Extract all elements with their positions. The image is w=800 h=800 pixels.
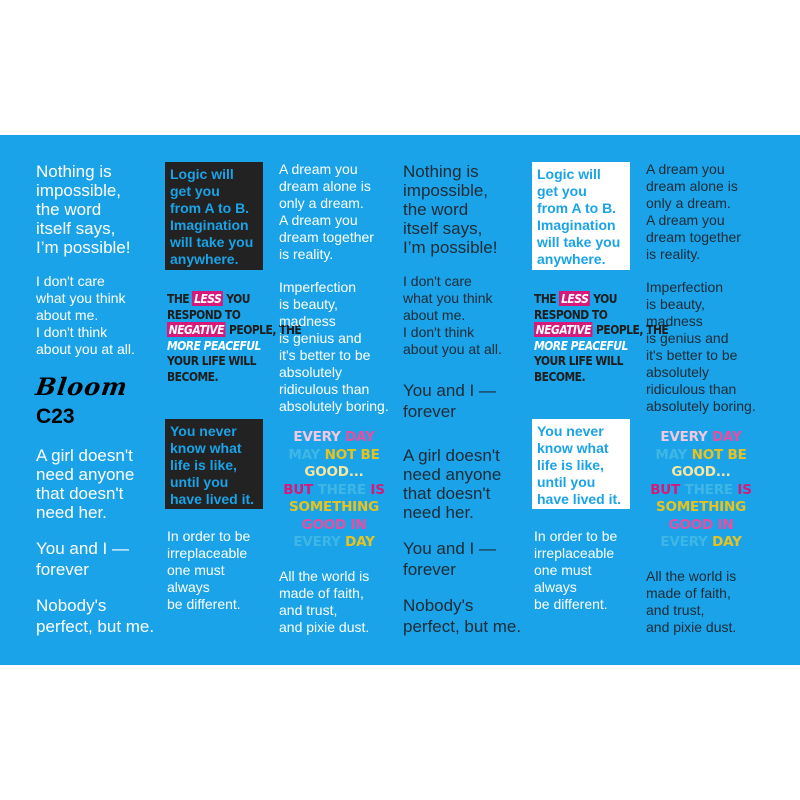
- logic-sticker-dark: Logic will get you from A to B. Imagination will take you anywhere.: [165, 162, 263, 270]
- quote-dont-care-dark: I don't care what you think about me. I don't think about you at all.: [403, 273, 502, 357]
- quote-girl-doesnt-need: A girl doesn't need anyone that doesn't need her.: [36, 446, 135, 522]
- every-day-poster-dark: EVERY DAY MAY NOT BE GOOD... BUT THERE IS SOMETHING GOOD IN EVERY DAY: [650, 429, 752, 550]
- quote-irreplaceable-right: In order to be irreplaceable one must always be different.: [534, 528, 618, 612]
- quote-nothing-impossible-dark: Nothing is impossible, the word itself says, I’m possible!: [403, 162, 498, 257]
- less-you-respond-poster-light: THE LESS YOU RESPOND TO NEGATIVE PEOPLE, THE MORE PEACEFUL YOUR LIFE WILL BECOME.: [534, 291, 669, 384]
- quote-dream-alone-dark: A dream you dream alone is only a dream. A dream you dream together is reality.: [646, 161, 741, 262]
- quote-you-and-i: You and I — forever: [36, 539, 129, 579]
- quote-imperfection: Imperfection is beauty, madness is genius and it's better to be absolutely ridiculous than absolutely boring.: [279, 279, 389, 414]
- quote-you-and-i-dark: You and I — forever: [403, 539, 496, 579]
- quote-nothing-impossible: Nothing is impossible, the word itself says, I’m possible!: [36, 162, 131, 257]
- quote-you-and-i-dark-top: You and I — forever: [403, 381, 496, 421]
- quote-dream-alone: A dream you dream alone is only a dream. A dream you dream together is reality.: [279, 161, 374, 262]
- quote-faith-trust-dark: All the world is made of faith, and trust, and pixie dust.: [646, 568, 737, 635]
- logic-sticker-white: Logic will get you from A to B. Imagination will take you anywhere.: [532, 162, 630, 270]
- quote-faith-trust: All the world is made of faith, and trust, and pixie dust.: [279, 568, 370, 635]
- every-day-poster-white: EVERY DAY MAY NOT BE GOOD... BUT THERE IS SOMETHING GOOD IN EVERY DAY: [283, 429, 385, 550]
- quote-irreplaceable: In order to be irreplaceable one must always be different.: [167, 528, 251, 612]
- quote-nobodys-perfect: Nobody's perfect, but me.: [36, 596, 155, 636]
- quote-nobodys-perfect-dark: Nobody's perfect, but me.: [403, 596, 522, 636]
- never-know-sticker-dark: You never know what life is like, until you have lived it.: [165, 419, 263, 509]
- quote-girl-doesnt-need-dark: A girl doesn't need anyone that doesn't need her.: [403, 446, 502, 522]
- quote-imperfection-dark: Imperfection is beauty, madness is genius and it's better to be absolutely ridiculous than absolutely boring.: [646, 279, 756, 414]
- never-know-sticker-white: You never know what life is like, until you have lived it.: [532, 419, 630, 509]
- less-you-respond-poster-dark: THE LESS YOU RESPOND TO NEGATIVE PEOPLE, THE MORE PEACEFUL YOUR LIFE WILL BECOME.: [167, 291, 302, 384]
- product-code: C23: [36, 405, 75, 428]
- brand-logo: Bloom: [33, 372, 130, 401]
- quote-dont-care: I don't care what you think about me. I don't think about you at all.: [36, 273, 135, 357]
